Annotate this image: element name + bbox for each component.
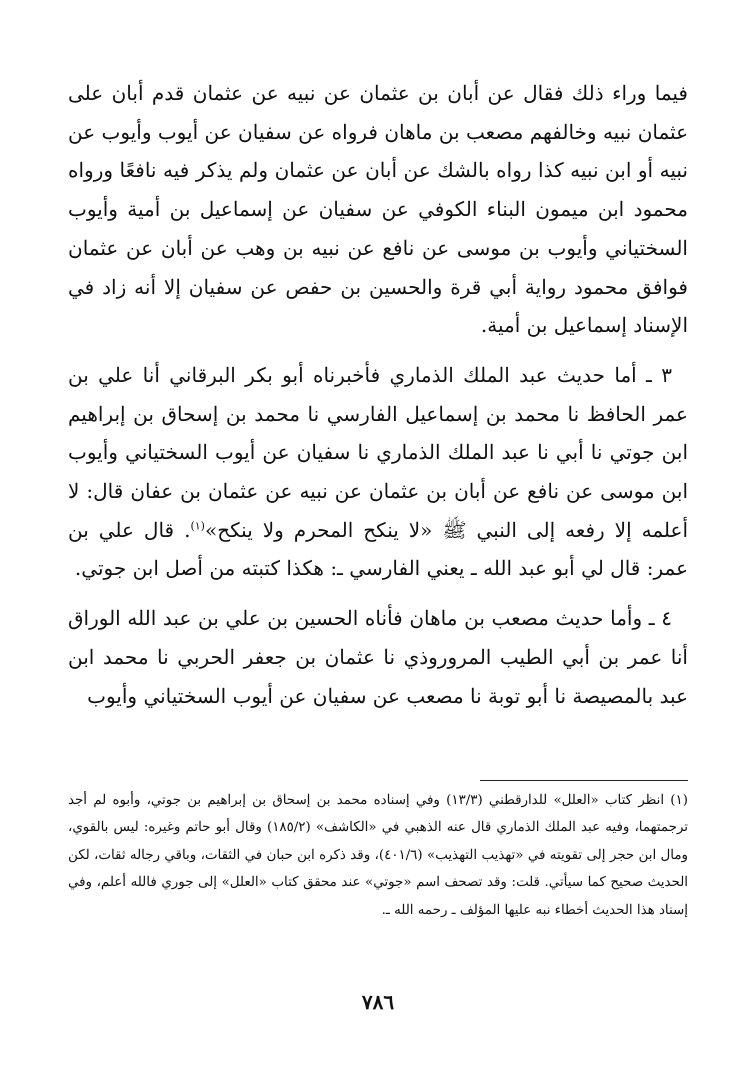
footnote-separator [480,780,688,781]
page-number: ٧٨٦ [361,990,395,1014]
footnote-1: (١) انظر كتاب «العلل» للدارقطني (١٣/٣) وفي إسناده محمد بن إسحاق بن إبراهيم بن جوتي، وأبوه لم أجد ترجمتهما، وفيه عبد الملك الذماري قال عنه الذهبي في «الكاشف» (١٨٥/٢) وقال أبو حاتم وغيره: ليس بالقوي، ومال ابن حجر إلى تقويته في «تهذيب التهذيب» (٤٠١/٦)، وقد ذكره ابن حبان في الثقات، وباقي رجاله ثقات، لكن الحديث صحيح كما سيأتي. قلت: وقد تصحف اسم «جوتي» عند محقق كتاب «العلل» إلى جوري فالله أعلم، وفي إسناد هذا الحديث أخطاء نبه عليها المؤلف ـ رحمه الله ـ. [68,793,688,918]
main-text [68,74,688,726]
paragraph-1: فيما وراء ذلك فقال عن أبان بن عثمان عن نبيه عن عثمان قدم أبان على عثمان نبيه وخالفهم مصعب بن ماهان فرواه عن سفيان عن أيوب وأيوب عن نبيه أو ابن نبيه كذا رواه بالشك عن أبان عن عثمان ولم يذكر فيه نافعًا ورواه محمود ابن ميمون البناء الكوفي عن سفيان عن إسماعيل بن أمية وأيوب السختياني وأيوب بن موسى عن نافع عن نبيه بن وهب عن أبان عن عثمان فوافق محمود رواية أبي قرة والحسين بن حفص عن سفيان إلا أنه زاد في الإسناد إسماعيل بن أمية. [68,81,688,338]
paragraph-2-text: ٣ ـ أما حديث عبد الملك الذماري فأخبرناه أبو بكر البرقاني أنا علي بن عمر الحافظ نا محمد بن إسماعيل الفارسي نا محمد بن إسحاق بن إبراهيم ابن جوتي نا أبي نا عبد الملك الذماري نا سفيان عن أيوب السختياني وأيوب ابن موسى عن نافع عن أبان بن عثمان عن نبيه عن عثمان بن عفان قال: لا أعلمه إلا رفعه إلى النبي ﷺ «لا ينكح المحرم ولا ينكح» [68,362,688,542]
paragraph-3: ٤ ـ وأما حديث مصعب بن ماهان فأناه الحسين بن علي بن عبد الله الوراق أنا عمر بن أبي الطيب المروروذي نا عثمان بن جعفر الحربي نا محمد ابن عبد بالمصيصة نا أبو توبة نا مصعب عن سفيان عن أيوب السختياني وأيوب [68,606,688,708]
footnotes [68,787,688,924]
paragraph-2-tail: . قال علي بن عمر: قال لي أبو عبد الله ـ يعني الفارسي ـ: هكذا كتبته من أصل ابن جوتي. [68,517,688,581]
footnote-ref-1: (١) [190,519,205,533]
paragraph-2 [68,356,688,588]
